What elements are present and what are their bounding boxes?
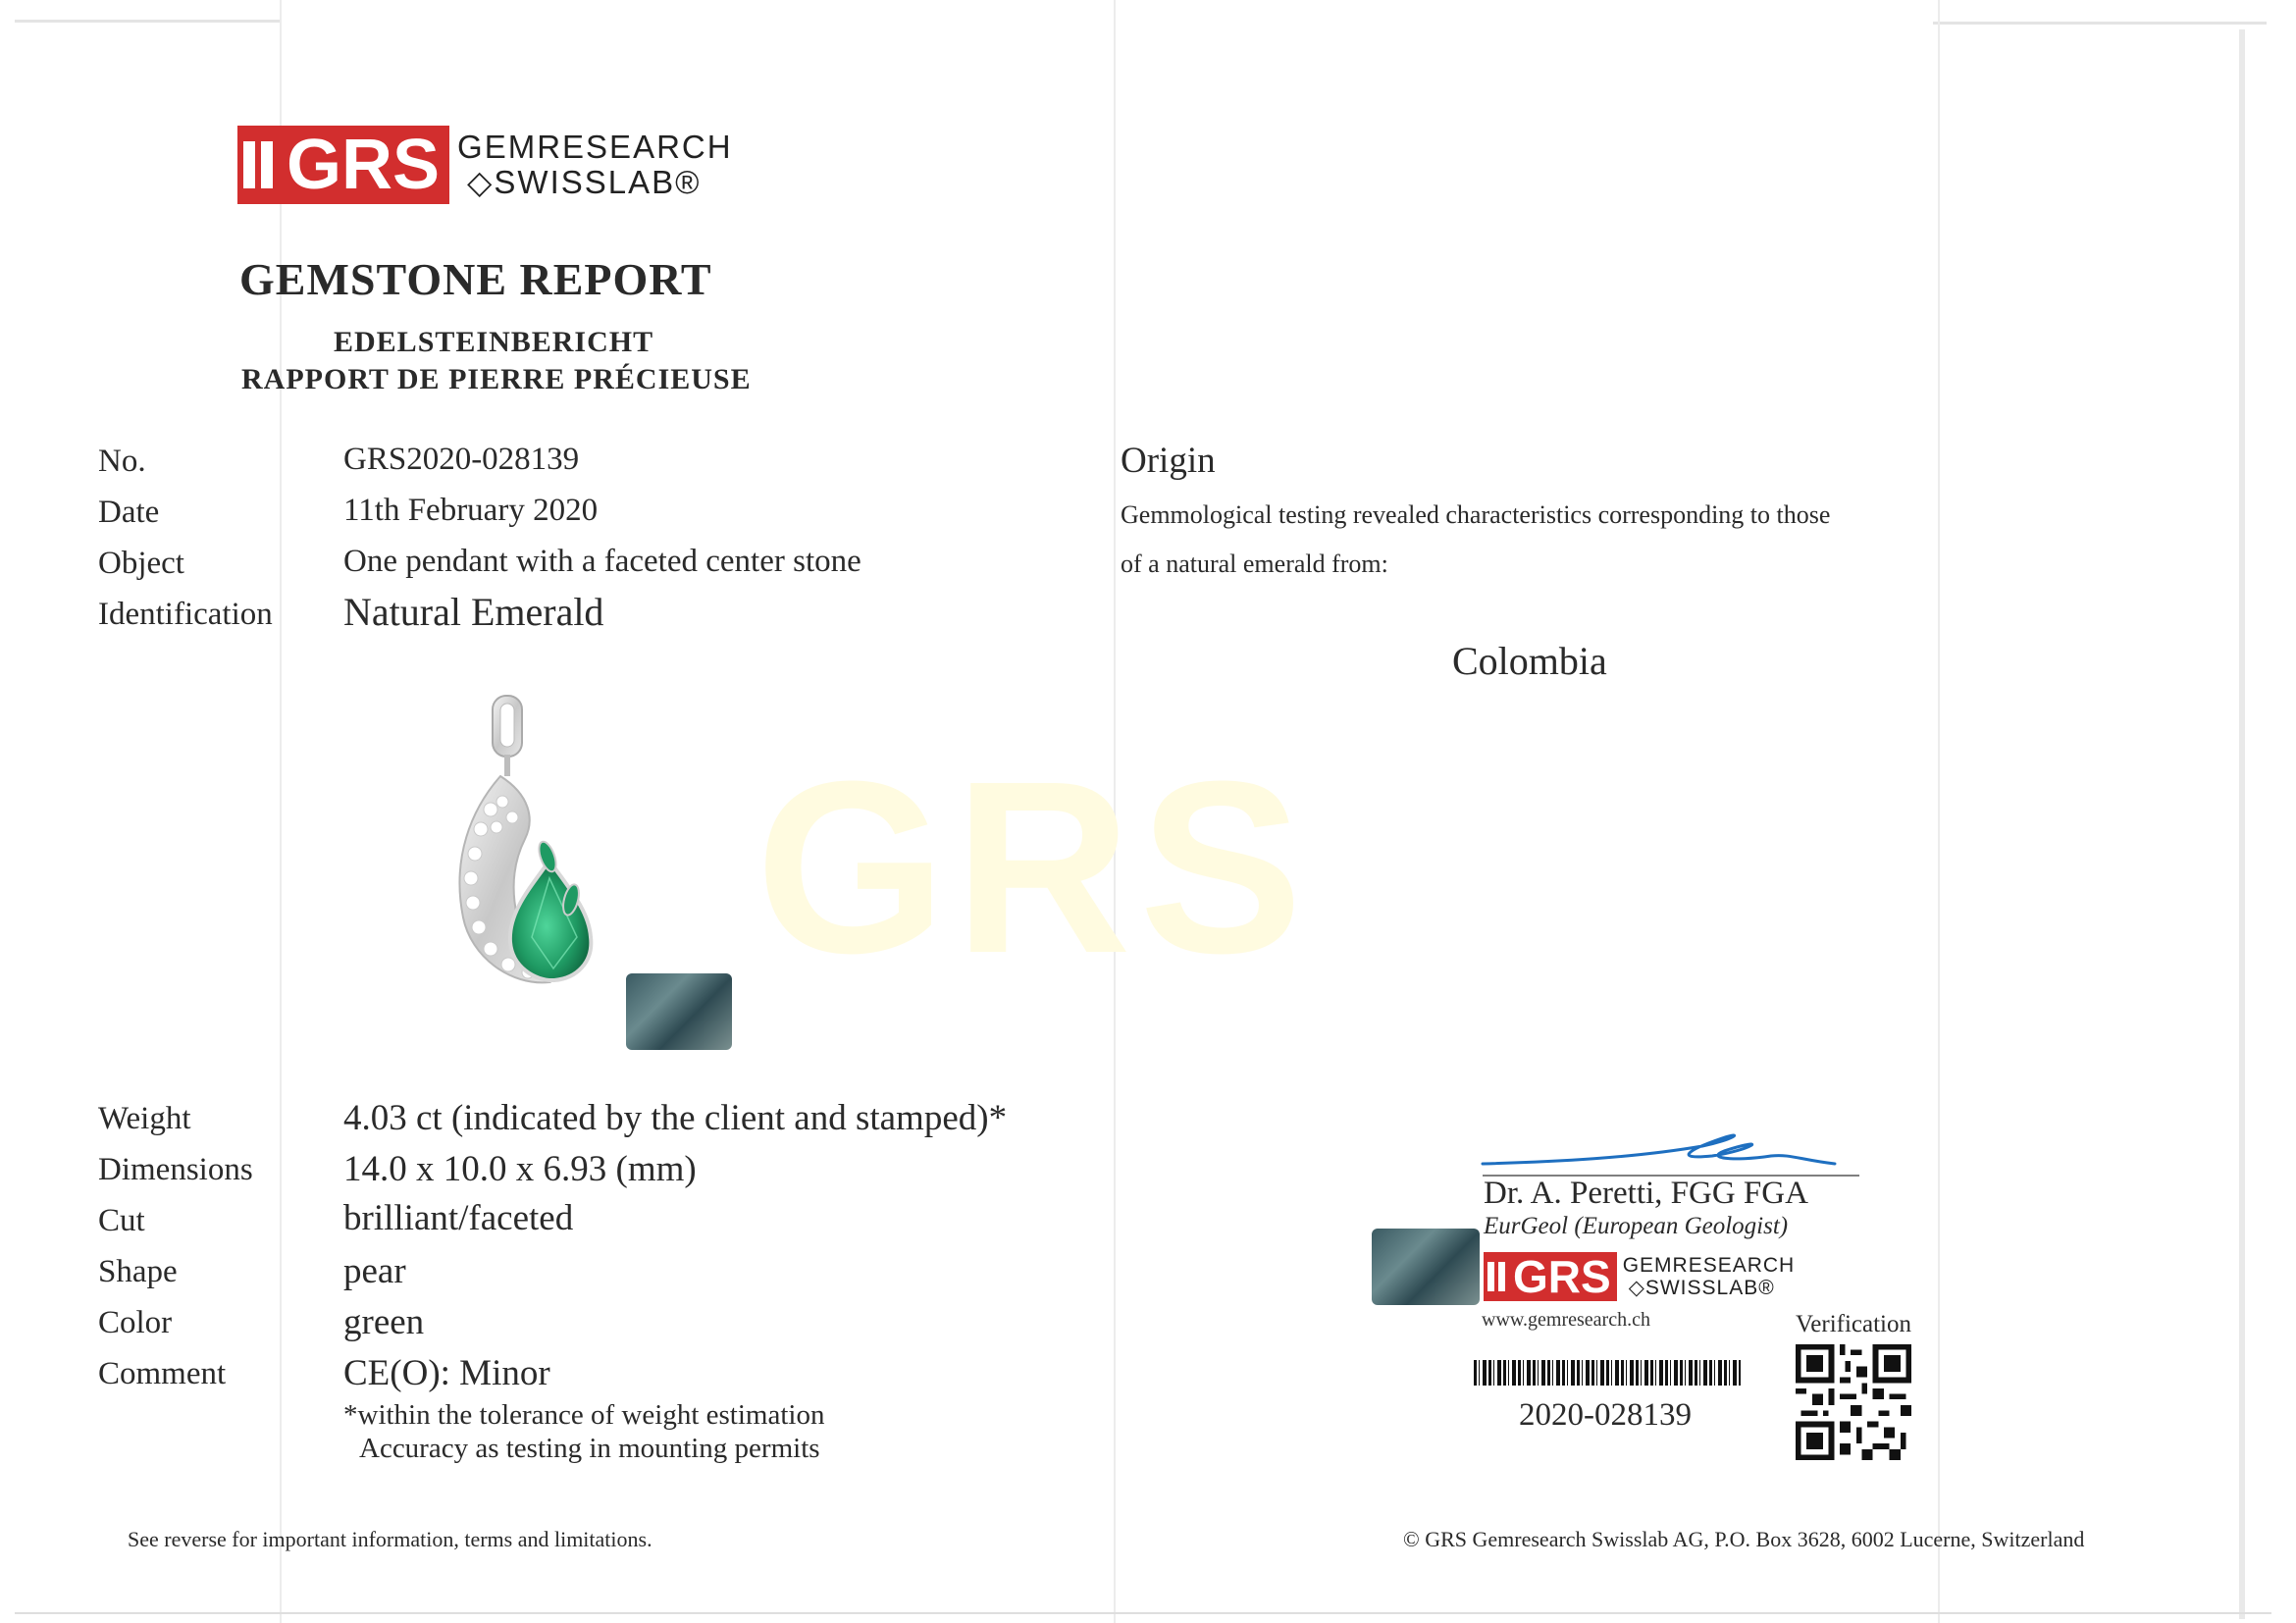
value-shape: pear xyxy=(343,1251,406,1291)
label-weight: Weight xyxy=(98,1101,191,1136)
origin-text-1: Gemmological testing revealed characteristics corresponding to those xyxy=(1121,500,1831,529)
top-edge xyxy=(15,20,280,23)
report-subtitle-fr: RAPPORT DE PIERRE PRÉCIEUSE xyxy=(241,363,752,395)
swiss-cross-icon xyxy=(243,141,273,188)
label-shape: Shape xyxy=(98,1254,178,1289)
signatory-title: EurGeol (European Geologist) xyxy=(1484,1213,1789,1239)
verification-label: Verification xyxy=(1796,1311,1912,1337)
label-no: No. xyxy=(98,444,146,479)
hologram-sticker-2 xyxy=(1372,1229,1480,1305)
top-edge-right xyxy=(1933,22,2267,25)
logo-mark-small: GRS xyxy=(1513,1251,1611,1302)
hologram-sticker xyxy=(626,973,732,1050)
barcode xyxy=(1474,1360,1741,1386)
fold-line-right xyxy=(1938,0,1940,1623)
fold-line-left xyxy=(280,0,282,1623)
signatory-name: Dr. A. Peretti, FGG FGA xyxy=(1484,1176,1808,1211)
swiss-cross-icon-small xyxy=(1487,1262,1505,1291)
value-no: GRS2020-028139 xyxy=(343,442,580,477)
qr-code-icon[interactable] xyxy=(1792,1344,1915,1460)
report-title: GEMSTONE REPORT xyxy=(239,254,712,304)
report-subtitle-de: EDELSTEINBERICHT xyxy=(334,326,654,358)
logo-mark: GRS xyxy=(287,126,441,204)
value-identification: Natural Emerald xyxy=(343,590,604,634)
pendant-photo xyxy=(432,692,608,991)
note-line-1: *within the tolerance of weight estimation xyxy=(343,1399,825,1431)
value-comment: CE(O): Minor xyxy=(343,1353,550,1393)
label-color: Color xyxy=(98,1305,173,1340)
signature-mark xyxy=(1477,1117,1864,1178)
logo-line1: GEMRESEARCH xyxy=(457,129,733,165)
logo-small-line2: ◇ SWISSLAB® xyxy=(1623,1277,1796,1299)
value-date: 11th February 2020 xyxy=(343,493,599,528)
value-color: green xyxy=(343,1302,425,1342)
footer-left: See reverse for important information, terms and limitations. xyxy=(128,1527,652,1551)
value-cut: brilliant/faceted xyxy=(343,1198,574,1238)
logo-small-line1: GEMRESEARCH xyxy=(1622,1254,1796,1277)
label-comment: Comment xyxy=(98,1356,227,1391)
value-dimensions: 14.0 x 10.0 x 6.93 (mm) xyxy=(343,1149,697,1189)
origin-heading: Origin xyxy=(1121,441,1216,481)
origin-country: Colombia xyxy=(1452,639,1607,683)
label-identification: Identification xyxy=(98,597,273,632)
watermark: GRS xyxy=(756,730,1311,1004)
label-dimensions: Dimensions xyxy=(98,1152,253,1187)
barcode-number: 2020-028139 xyxy=(1519,1397,1692,1433)
right-edge xyxy=(2239,29,2245,1619)
value-weight: 4.03 ct (indicated by the client and stamped)* xyxy=(343,1098,1008,1138)
footer-right: © GRS Gemresearch Swisslab AG, P.O. Box 3628, 6002 Lucerne, Switzerland xyxy=(1403,1527,2085,1551)
logo-line2: ◇ SWISSLAB® xyxy=(457,165,733,200)
origin-text-2: of a natural emerald from: xyxy=(1121,550,1388,578)
label-date: Date xyxy=(98,495,160,530)
website: www.gemresearch.ch xyxy=(1482,1309,1650,1331)
value-object: One pendant with a faceted center stone xyxy=(343,544,861,579)
label-object: Object xyxy=(98,546,184,581)
grs-logo-small xyxy=(1484,1252,1795,1301)
note-line-2: Accuracy as testing in mounting permits xyxy=(359,1433,820,1464)
label-cut: Cut xyxy=(98,1203,145,1238)
grs-logo xyxy=(237,126,733,204)
bottom-edge xyxy=(15,1612,2271,1614)
